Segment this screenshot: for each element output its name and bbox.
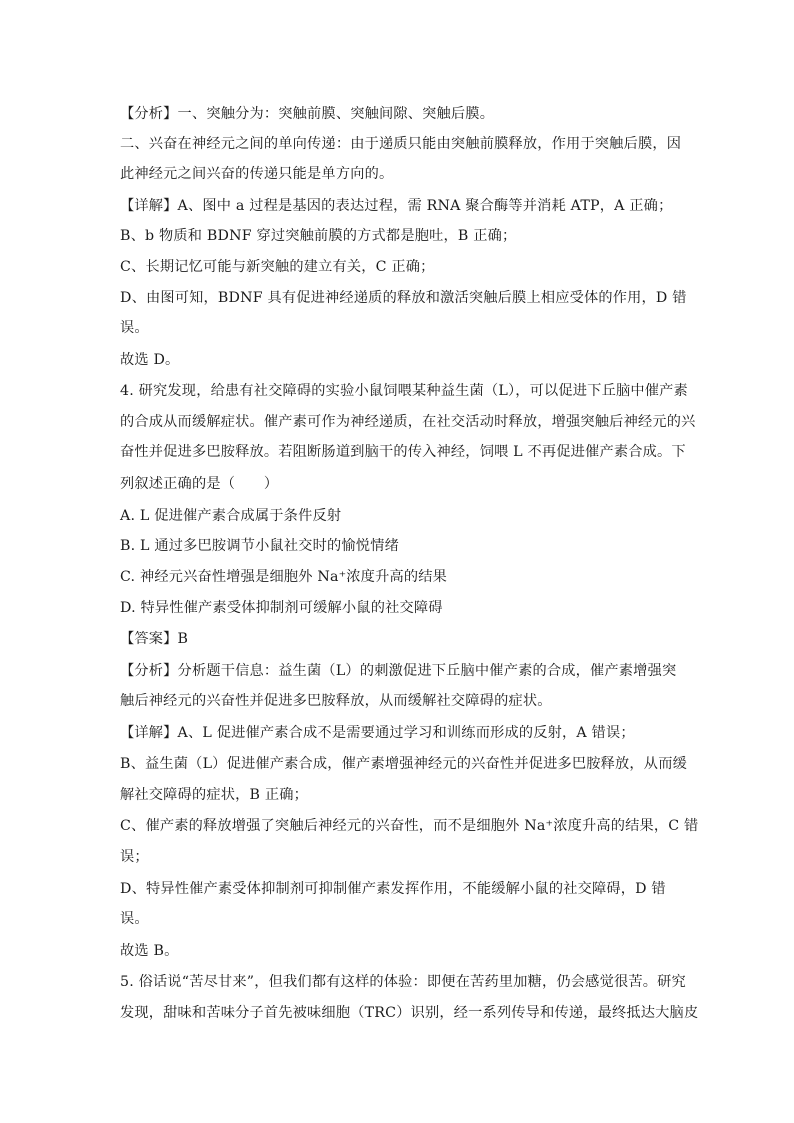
text-line: D、由图可知，BDNF 具有促进神经递质的释放和激活突触后膜上相应受体的作用，D 错 <box>120 290 687 306</box>
text-line: B、b 物质和 BDNF 穿过突触前膜的方式都是胞吐，B 正确； <box>120 228 517 244</box>
answer-line: 【答案】B <box>120 631 189 647</box>
text-line: 解社交障碍的症状，B 正确； <box>120 787 308 803</box>
question-stem: 奋性并促进多巴胺释放。若阻断肠道到脑干的传入神经，饲喂 L 不再促进催产素合成。下 <box>120 444 686 460</box>
text-line: 【详解】A、图中 a 过程是基因的表达过程，需 RNA 聚合酶等并消耗 ATP，A 正确； <box>120 198 673 214</box>
text-line: 误。 <box>120 320 149 336</box>
text-line: 【详解】A、L 促进催产素合成不是需要通过学习和训练而形成的反射，A 错误； <box>120 725 635 741</box>
text-line: 触后神经元的兴奋性并促进多巴胺释放，从而缓解社交障碍的症状。 <box>120 693 552 709</box>
text-line: 故选 D。 <box>120 352 180 368</box>
question-stem: 的合成从而缓解症状。催产素可作为神经递质，在社交活动时释放，增强突触后神经元的兴 <box>120 414 696 430</box>
text-line: B、益生菌（L）促进催产素合成，催产素增强神经元的兴奋性并促进多巴胺释放，从而缓 <box>120 756 687 772</box>
text-line: 【分析】分析题干信息：益生菌（L）的刺激促进下丘脑中催产素的合成，催产素增强突 <box>120 663 677 679</box>
question-stem: 4. 研究发现，给患有社交障碍的实验小鼠饲喂某种益生菌（L），可以促进下丘脑中催产素 <box>120 383 688 399</box>
option-d: D. 特异性催产素受体抑制剂可缓解小鼠的社交障碍 <box>120 600 443 616</box>
text-line: 此神经元之间兴奋的传递只能是单方向的。 <box>120 166 394 182</box>
option-c: C. 神经元兴奋性增强是细胞外 Na⁺浓度升高的结果 <box>120 569 448 585</box>
text-line: 误。 <box>120 911 149 927</box>
text-line: C、长期记忆可能与新突触的建立有关，C 正确； <box>120 259 435 275</box>
option-b: B. L 通过多巴胺调节小鼠社交时的愉悦情绪 <box>120 538 399 554</box>
option-a: A. L 促进催产素合成属于条件反射 <box>120 508 342 524</box>
text-line: 误； <box>120 849 149 865</box>
text-line: 故选 B。 <box>120 943 179 959</box>
text-line: D、特异性催产素受体抑制剂可抑制催产素发挥作用，不能缓解小鼠的社交障碍，D 错 <box>120 881 666 897</box>
text-line: C、催产素的释放增强了突触后神经元的兴奋性，而不是细胞外 Na⁺浓度升高的结果，C 错 <box>120 818 699 834</box>
question-stem: 列叙述正确的是（ ） <box>120 476 279 492</box>
text-line: 【分析】一、突触分为：突触前膜、突触间隙、突触后膜。 <box>120 106 495 122</box>
question-stem: 5. 俗话说“苦尽甘来”，但我们都有这样的体验：即便在苦药里加糖，仍会感觉很苦。研究 <box>120 974 686 990</box>
question-stem: 发现，甜味和苦味分子首先被味细胞（TRC）识别，经一系列传导和传递，最终抵达大脑皮 <box>120 1005 699 1021</box>
text-line: 二、兴奋在神经元之间的单向传递：由于递质只能由突触前膜释放，作用于突触后膜，因 <box>120 136 682 152</box>
